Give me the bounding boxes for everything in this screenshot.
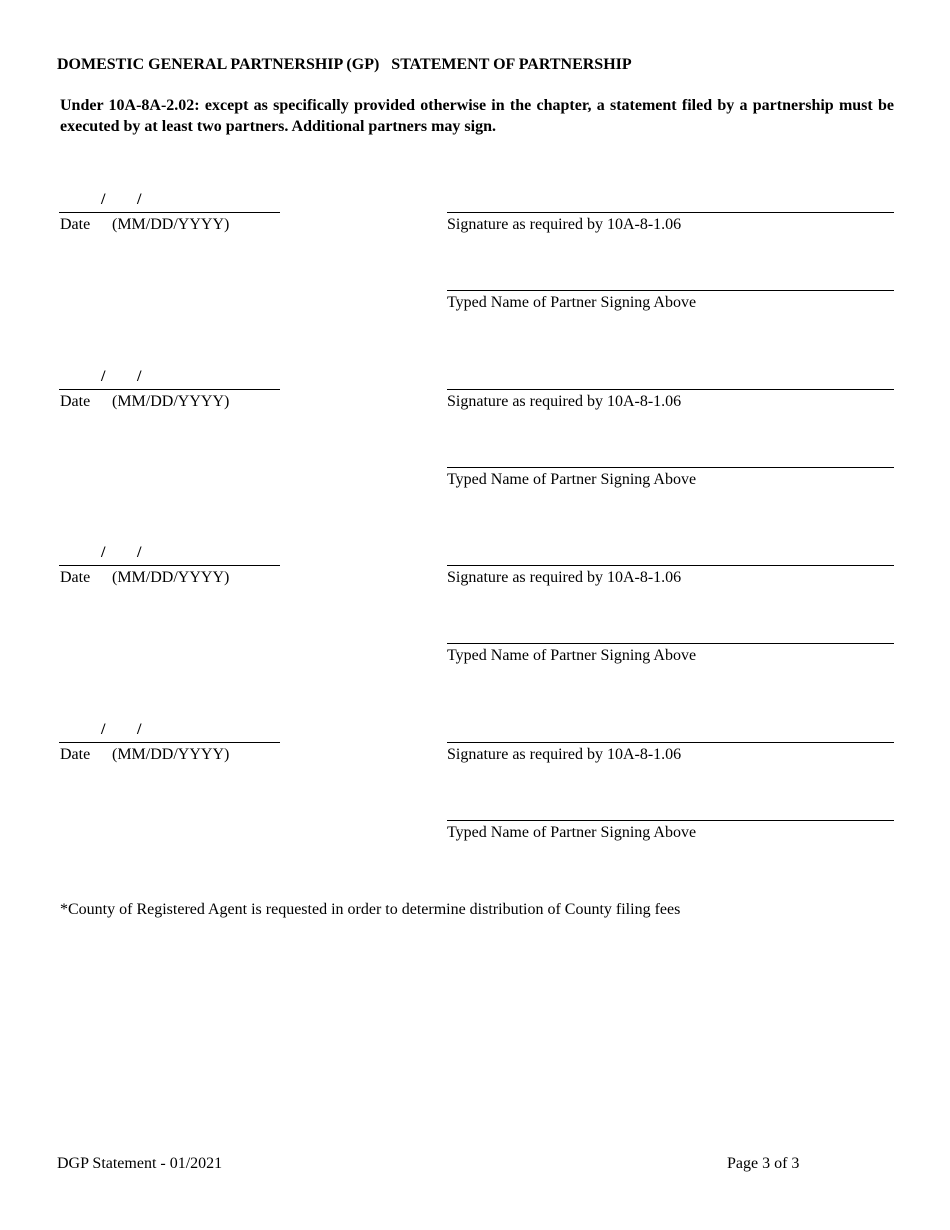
signature-block [0,721,950,881]
date-label: Date [60,746,91,763]
signature-block [0,191,950,351]
date-format-hint: (MM/DD/YYYY) [112,393,230,410]
signature-label: Signature as required by 10A-8-1.06 [447,216,682,233]
signature-field[interactable] [447,565,894,566]
date-separator: / [101,721,106,738]
typed-name-label: Typed Name of Partner Signing Above [447,647,697,664]
date-separator: / [101,191,106,208]
signature-label: Signature as required by 10A-8-1.06 [447,393,682,410]
signature-field[interactable] [447,742,894,743]
typed-name-field[interactable] [447,290,894,291]
date-format-hint: (MM/DD/YYYY) [112,746,230,763]
date-separator: / [137,544,142,561]
date-label: Date [60,216,91,233]
date-separator: / [137,191,142,208]
signature-label: Signature as required by 10A-8-1.06 [447,746,682,763]
signature-block [0,368,950,528]
signature-field[interactable] [447,389,894,390]
date-field[interactable] [59,544,280,566]
typed-name-field[interactable] [447,820,894,821]
date-separator: / [137,368,142,385]
typed-name-label: Typed Name of Partner Signing Above [447,471,697,488]
date-separator: / [101,368,106,385]
signature-block [0,544,950,704]
date-field[interactable] [59,368,280,390]
date-field[interactable] [59,721,280,743]
form-identifier: DGP Statement - 01/2021 [57,1155,223,1172]
date-separator: / [137,721,142,738]
date-label: Date [60,569,91,586]
county-footnote: *County of Registered Agent is requested in order to determine distribution of County filing fees [60,901,681,918]
typed-name-label: Typed Name of Partner Signing Above [447,294,697,311]
signature-field[interactable] [447,212,894,213]
typed-name-field[interactable] [447,467,894,468]
page-title: DOMESTIC GENERAL PARTNERSHIP (GP) STATEMENT OF PARTNERSHIP [57,56,632,73]
typed-name-label: Typed Name of Partner Signing Above [447,824,697,841]
date-label: Date [60,393,91,410]
signature-label: Signature as required by 10A-8-1.06 [447,569,682,586]
date-separator: / [101,544,106,561]
typed-name-field[interactable] [447,643,894,644]
date-format-hint: (MM/DD/YYYY) [112,569,230,586]
date-format-hint: (MM/DD/YYYY) [112,216,230,233]
signing-instruction: Under 10A-8A-2.02: except as specifically provided otherwise in the chapter, a statement filed by a partnership must be executed by at least two partners. Additional partners may sign. [60,97,894,135]
date-field[interactable] [59,191,280,213]
page-number: Page 3 of 3 [727,1155,800,1172]
